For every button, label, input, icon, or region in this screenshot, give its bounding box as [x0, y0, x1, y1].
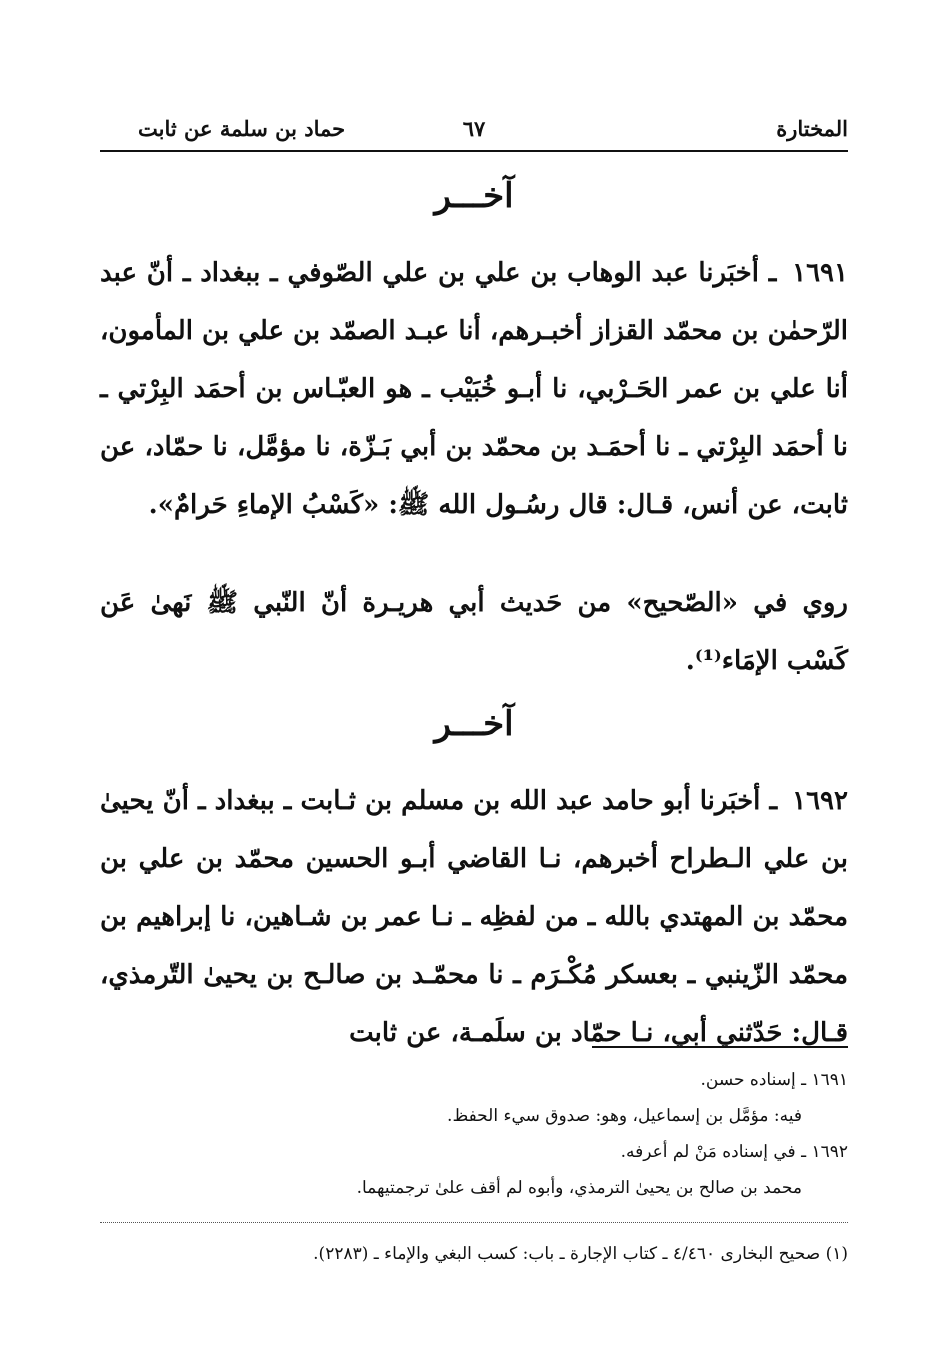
hadith-1691: [100, 244, 848, 534]
footnote: ١٦٩٢ ـ في إسناده مَنْ لم أعرفه.: [620, 1142, 848, 1162]
header-rule: [100, 150, 848, 152]
footnote: ١٦٩١ ـ إسناده حسن.: [700, 1070, 848, 1090]
chapter-title: حماد بن سلمة عن ثابت: [138, 116, 346, 141]
hadith-text: ـ أخبَرنا أبو حامد عبد الله بن مسلم بن ثـابت ـ ببغداد ـ أنّ يحيىٰ بن علي الـطراح أخبرهم، نـا القاضي أبـو الحسين محمّد بن علي بن محمّد بن المهتدي بالله ـ من لفظِه ـ نـا عمر بن شـاهين، نا إبراهيم بن محمّد الزّينبي ـ بعسكر مُكْـرَم ـ نا محمّـد بن صالـح بن يحيىٰ التّرمذي، قـال: حَدّثني أبي، نـا حمّاد بن سلَمـة، عن ثابت: [100, 786, 848, 1048]
book-title: المختارة: [776, 116, 848, 141]
page: [100, 0, 848, 1355]
hadith-1691-note: روي في «الصّحيح» من حَديث أبي هريـرة أنّ النّبي ﷺ نَهىٰ عَن كَسْب الإمَاء⁽¹⁾.: [100, 588, 848, 676]
page-number: ٦٧: [462, 116, 486, 141]
footnote: محمد بن صالح بن يحيىٰ الترمذي، وأبوه لم أقف علىٰ ترجمتيهما.: [356, 1178, 802, 1198]
footnote: فيه: مؤمَّل بن إسماعيل، وهو: صدوق سيء الحفظ.: [447, 1106, 802, 1126]
hadith-number: ١٦٩١: [792, 258, 848, 288]
footnotes: [100, 1062, 848, 1206]
section-title-1: آخـــر: [434, 176, 514, 216]
hadith-text: ـ أخبَرنا عبد الوهاب بن علي بن علي الصّوفي ـ ببغداد ـ أنّ عبد الرّحمٰن بن محمّد القزاز أخبـرهم، أنا عبـد الصمّد بن علي بن المأمون، أنا علي بن عمر الحَـرْبي، نا أبـو خُبَيْب ـ هو العبّـاس بن أحمَد البِرْتي ـ نا أحمَد البِرْتي ـ نا أحمَـد بن محمّد بن أبي بَـزّة، نا مؤمَّل، نا حمّاد، عن ثابت، عن أنس، قـال: قال رسُـول الله ﷺ: «كَسْبُ الإماءِ حَرامٌ».: [100, 258, 848, 520]
endnote: (١) صحيح البخارى ٤/٤٦٠ ـ كتاب الإجارة ـ باب: كسب البغي والإماء ـ (٢٢٨٣).: [313, 1244, 848, 1264]
running-header: [100, 112, 848, 148]
hadith-1692: [100, 772, 848, 1062]
endnote-divider: [100, 1222, 848, 1223]
section-title-2: آخـــر: [434, 704, 514, 744]
hadith-number: ١٦٩٢: [792, 786, 848, 816]
footnote-rule: [592, 1046, 848, 1048]
